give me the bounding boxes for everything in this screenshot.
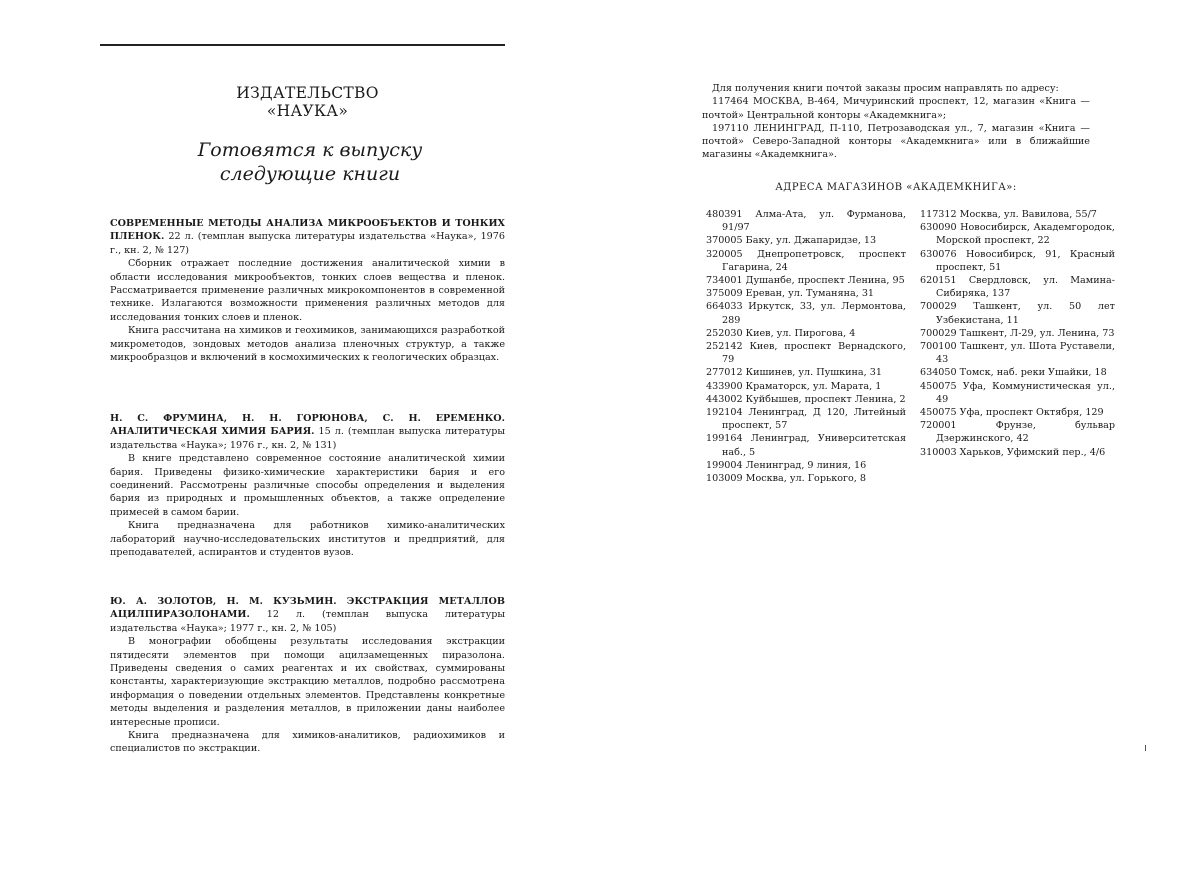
book-title: Н. С. ФРУМИНА, Н. Н. ГОРЮНОВА, С. Н. ЕРЕМЕНКО. АНАЛИТИЧЕСКАЯ ХИМИЯ БАРИЯ. xyxy=(110,413,505,438)
address-item: 664033 Иркутск, 33, ул. Лермонтова, 289 xyxy=(706,301,906,326)
book-description xyxy=(110,257,505,364)
address-item: 370005 Баку, ул. Джапаридзе, 13 xyxy=(706,235,877,247)
address-item: 277012 Кишинев, ул. Пушкина, 31 xyxy=(706,367,882,379)
address-item: 450075 Уфа, Коммунистическая ул., 49 xyxy=(920,380,1115,405)
book-title: Ю. А. ЗОЛОТОВ, Н. М. КУЗЬМИН. ЭКСТРАКЦИЯ МЕТАЛЛОВ АЦИЛПИРАЗОЛОНАМИ. xyxy=(110,596,505,621)
book-entry-1 xyxy=(110,217,505,364)
section-subtitle xyxy=(190,138,430,186)
address-item: 734001 Душанбе, проспект Ленина, 95 xyxy=(706,275,905,287)
address-item: 103009 Москва, ул. Горького, 8 xyxy=(706,473,866,485)
address-item: 630090 Новосибирск, Академгородок, Морской проспект, 22 xyxy=(920,222,1115,247)
description-paragraph: В книге представлено современное состояние аналитической химии бария. Приведены физико-химические характеристики бария и его соединений. Рассмотрены различные способы определения и выделения бария из природных и промышленных объектов, а также определение примесей в самом барии. xyxy=(110,453,505,518)
addresses-column-1 xyxy=(706,208,906,485)
book-description xyxy=(110,635,505,756)
address-item: 700100 Ташкент, ул. Шота Руставели, 43 xyxy=(920,341,1115,366)
book-entry-3 xyxy=(110,595,505,756)
book-details: 22 л. (темплан выпуска литературы издательства «Наука», 1976 г., кн. 2, № 127) xyxy=(110,231,505,256)
order-instructions xyxy=(702,82,1090,162)
address-item: 199004 Ленинград, 9 линия, 16 xyxy=(706,459,867,471)
address-item: 252142 Киев, проспект Вернадского, 79 xyxy=(706,341,906,366)
book-details: 12 л. (темплан выпуска литературы издательства «Наука»; 1977 г., кн. 2, № 105) xyxy=(110,609,505,634)
address-item: 192104 Ленинград, Д 120, Литейный проспект, 57 xyxy=(706,407,906,432)
margin-tick-mark xyxy=(1145,745,1146,751)
address-item: 375009 Ереван, ул. Туманяна, 31 xyxy=(706,288,875,300)
address-item: 320005 Днепропетровск, проспект Гагарина, 24 xyxy=(706,248,906,273)
address-item: 720001 Фрунзе, бульвар Дзержинского, 42 xyxy=(920,420,1115,445)
book-entry-header xyxy=(110,412,505,452)
order-paragraph: 117464 МОСКВА, В-464, Мичуринский проспект, 12, магазин «Книга — почтой» Центральной конторы «Академкнига»; xyxy=(702,96,1090,121)
order-paragraph: Для получения книги почтой заказы просим направлять по адресу: xyxy=(712,83,1059,94)
address-item: 630076 Новосибирск, 91, Красный проспект, 51 xyxy=(920,248,1115,273)
book-entry-header xyxy=(110,217,505,257)
addresses-heading: АДРЕСА МАГАЗИНОВ «АКАДЕМКНИГА»: xyxy=(775,182,1017,193)
right-page xyxy=(600,0,1200,885)
book-title: СОВРЕМЕННЫЕ МЕТОДЫ АНАЛИЗА МИКРООБЪЕКТОВ И ТОНКИХ ПЛЕНОК. xyxy=(110,218,505,243)
subtitle-line-2: следующие книги xyxy=(219,163,401,185)
address-item: 480391 Алма-Ата, ул. Фурманова, 91/97 xyxy=(706,209,906,234)
address-item: 700029 Ташкент, Л-29, ул. Ленина, 73 xyxy=(920,327,1115,339)
address-item: 433900 Краматорск, ул. Марата, 1 xyxy=(706,380,882,392)
subtitle-line-1: Готовятся к выпуску xyxy=(197,139,423,161)
description-paragraph: Книга рассчитана на химиков и геохимиков, занимающихся разработкой микрометодов, зондовых методов анализа пленочных структур, а также микрообразцов и включений в космохимических к геологических образцах. xyxy=(110,325,505,364)
address-item: 199164 Ленинград, Университетская наб., 5 xyxy=(706,433,906,458)
book-description xyxy=(110,452,505,559)
description-paragraph: Книга предназначена для работников химико-аналитических лабораторий научно-исследовательских институтов и предприятий, для преподавателей, аспирантов и студентов вузов. xyxy=(110,520,505,559)
addresses-column-2 xyxy=(920,208,1115,459)
book-details: 15 л. (темплан выпуска литературы издательства «Наука»; 1976 г., кн. 2, № 131) xyxy=(110,426,505,451)
address-item: 252030 Киев, ул. Пирогова, 4 xyxy=(706,327,856,339)
address-item: 634050 Томск, наб. реки Ушайки, 18 xyxy=(920,367,1107,379)
description-paragraph: В монографии обобщены результаты исследования экстракции пятидесяти элементов при помощи ацилзамещенных пиразолона. Приведены сведения о самих реагентах и их свойствах, суммированы константы, характеризующие экстракцию металлов, подробно рассмотрена информация о поведении отдельных элементов. Представлены конкретные методы выделения и разделения металлов, в приложении даны наиболее интересные прописи. xyxy=(110,636,505,728)
address-item: 450075 Уфа, проспект Октября, 129 xyxy=(920,407,1104,419)
order-paragraph: 197110 ЛЕНИНГРАД, П-110, Петрозаводская ул., 7, магазин «Книга — почтой» Северо-Западной конторы «Академкнига» или в ближайшие магазины «Академкнига». xyxy=(702,122,1090,161)
publisher-heading: ИЗДАТЕЛЬСТВО «НАУКА» xyxy=(236,84,379,120)
address-item: 620151 Свердловск, ул. Мамина-Сибиряка, 137 xyxy=(920,275,1115,300)
address-item: 443002 Куйбышев, проспект Ленина, 2 xyxy=(706,393,906,405)
address-item: 700029 Ташкент, ул. 50 лет Узбекистана, 11 xyxy=(920,301,1115,326)
book-entry-header xyxy=(110,595,505,635)
address-item: 117312 Москва, ул. Вавилова, 55/7 xyxy=(920,209,1097,220)
address-item: 310003 Харьков, Уфимский пер., 4/6 xyxy=(920,446,1106,458)
description-paragraph: Сборник отражает последние достижения аналитической химии в области исследования микрообъектов, тонких слоев вещества и пленок. Рассматривается применение различных микрокомпонентов в современной технике. Излагаются возможности применения различных методов для исследования тонких слоев и пленок. xyxy=(110,258,505,323)
description-paragraph: Книга предназначена для химиков-аналитиков, радиохимиков и специалистов по экстракции. xyxy=(110,730,505,755)
book-entry-2 xyxy=(110,412,505,559)
top-rule-divider xyxy=(100,44,505,46)
